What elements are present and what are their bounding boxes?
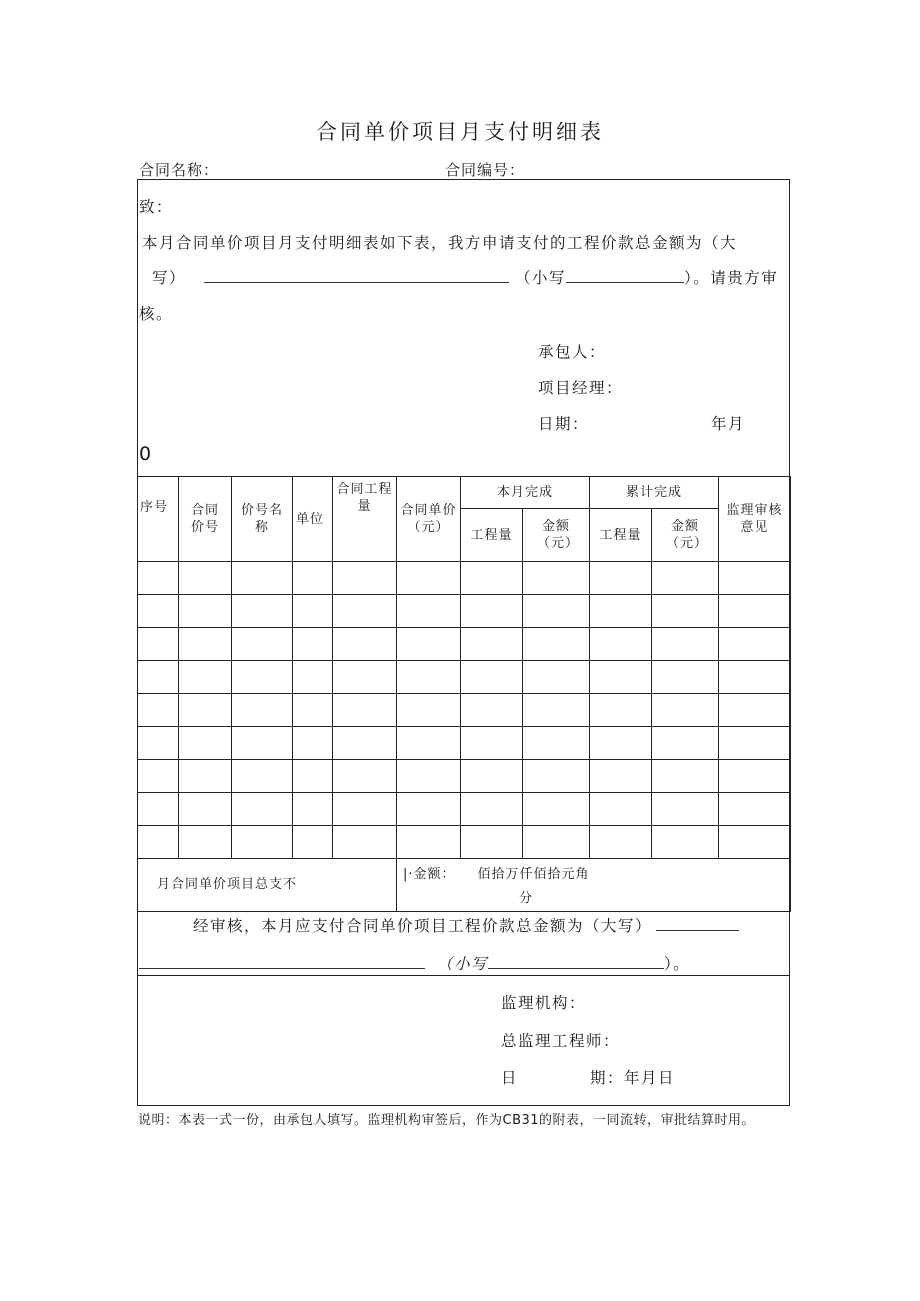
table-cell[interactable]: [232, 826, 293, 859]
table-cell[interactable]: [590, 727, 652, 760]
table-cell[interactable]: [397, 793, 461, 826]
table-cell[interactable]: [523, 562, 590, 595]
table-cell[interactable]: [590, 826, 652, 859]
review-amount-words-blank-2[interactable]: [139, 954, 425, 969]
table-cell[interactable]: [333, 595, 397, 628]
table-cell[interactable]: [397, 595, 461, 628]
supervision-org-label: 监理机构：: [501, 994, 587, 1012]
table-cell[interactable]: [461, 727, 523, 760]
col-contract-price-no: 合同价号: [179, 477, 232, 562]
sub-month-amount: 金额（元）: [523, 509, 590, 562]
total-amount-units: 佰拾万仟佰拾元角: [477, 867, 590, 882]
to-label: 致：: [139, 198, 174, 216]
table-cell[interactable]: [333, 694, 397, 727]
project-manager-label: 项目经理：: [538, 379, 624, 397]
table-cell[interactable]: [719, 826, 791, 859]
table-cell[interactable]: [138, 628, 179, 661]
table-cell[interactable]: [719, 727, 791, 760]
table-cell[interactable]: [138, 793, 179, 826]
table-cell[interactable]: [652, 661, 719, 694]
review-line1: 经审核，本月应支付合同单价项目工程价款总金额为（大写）: [193, 917, 653, 935]
table-cell[interactable]: [590, 595, 652, 628]
review-amount-figures-blank[interactable]: [488, 954, 664, 969]
review-divider: [137, 975, 790, 976]
table-cell[interactable]: [590, 694, 652, 727]
group-month: 本月完成: [461, 477, 590, 509]
table-row: [138, 595, 791, 628]
table-cell[interactable]: [333, 727, 397, 760]
table-cell[interactable]: [652, 595, 719, 628]
table-cell[interactable]: [333, 562, 397, 595]
table-cell[interactable]: [719, 760, 791, 793]
table-cell[interactable]: [293, 727, 333, 760]
table-cell[interactable]: [333, 826, 397, 859]
table-cell[interactable]: [719, 661, 791, 694]
table-cell[interactable]: [461, 595, 523, 628]
table-cell[interactable]: [333, 760, 397, 793]
table-cell[interactable]: [179, 595, 232, 628]
table-cell[interactable]: [523, 727, 590, 760]
col-contract-qty: 合同工程量: [333, 477, 397, 562]
table-cell[interactable]: [138, 826, 179, 859]
table-cell[interactable]: [652, 793, 719, 826]
table-cell[interactable]: [293, 562, 333, 595]
chief-engineer-label: 总监理工程师：: [501, 1032, 621, 1050]
col-unit: 单位: [293, 477, 333, 562]
table-cell[interactable]: [719, 793, 791, 826]
table-cell[interactable]: [523, 661, 590, 694]
review-date-label-b: 期：年月日: [590, 1069, 676, 1087]
table-cell[interactable]: [179, 727, 232, 760]
sub-month-qty: 工程量: [461, 509, 523, 562]
table-cell[interactable]: [461, 826, 523, 859]
table-cell[interactable]: [652, 826, 719, 859]
table-cell[interactable]: [138, 562, 179, 595]
application-line3: 核。: [139, 305, 174, 323]
col-review: 监理审核意见: [719, 477, 791, 562]
total-amount: [397, 859, 791, 912]
table-row: [138, 562, 791, 595]
table-cell[interactable]: [232, 760, 293, 793]
table-cell[interactable]: [461, 793, 523, 826]
review-amount-words-blank[interactable]: [656, 916, 739, 931]
table-cell[interactable]: [179, 826, 232, 859]
table-cell[interactable]: [719, 562, 791, 595]
review-date-label-a: 日: [501, 1069, 519, 1087]
table-cell[interactable]: [523, 826, 590, 859]
amount-figures-blank[interactable]: [566, 268, 684, 283]
table-cell[interactable]: [523, 694, 590, 727]
table-cell[interactable]: [652, 628, 719, 661]
table-cell[interactable]: [293, 793, 333, 826]
table-cell[interactable]: [397, 628, 461, 661]
table-cell[interactable]: [652, 727, 719, 760]
table-cell[interactable]: [523, 760, 590, 793]
application-line1: 本月合同单价项目月支付明细表如下表，我方申请支付的工程价款总金额为（大: [142, 234, 738, 252]
table-cell[interactable]: [590, 793, 652, 826]
application-line2-start: 写）: [152, 269, 187, 287]
table-cell[interactable]: [523, 595, 590, 628]
table-cell[interactable]: [179, 628, 232, 661]
table-cell[interactable]: [293, 628, 333, 661]
table-cell[interactable]: [461, 760, 523, 793]
table-row: [138, 694, 791, 727]
table-cell[interactable]: [461, 562, 523, 595]
table-cell[interactable]: [179, 694, 232, 727]
table-cell[interactable]: [293, 595, 333, 628]
total-label: 月合同单价项目总支不: [138, 859, 397, 912]
table-cell[interactable]: [523, 793, 590, 826]
table-cell[interactable]: [652, 694, 719, 727]
table-cell[interactable]: [461, 628, 523, 661]
table-cell[interactable]: [397, 826, 461, 859]
table-cell[interactable]: [179, 562, 232, 595]
table-cell[interactable]: [138, 661, 179, 694]
contractor-label: 承包人：: [538, 343, 607, 361]
table-cell[interactable]: [590, 661, 652, 694]
table-cell[interactable]: [590, 562, 652, 595]
table-cell[interactable]: [719, 628, 791, 661]
table-cell[interactable]: [179, 793, 232, 826]
table-cell[interactable]: [397, 562, 461, 595]
table-cell[interactable]: [179, 661, 232, 694]
date-suffix: 年月: [711, 415, 746, 433]
table-cell[interactable]: [590, 628, 652, 661]
contract-no-label: 合同编号：: [445, 161, 526, 179]
table-row: [138, 727, 791, 760]
application-line2-mid: （小写: [515, 269, 567, 287]
page-title: 合同单价项目月支付明细表: [316, 120, 604, 144]
table-cell[interactable]: [397, 760, 461, 793]
date-tail: 0: [139, 443, 152, 465]
table-cell[interactable]: [397, 694, 461, 727]
review-line2-end: ）。: [664, 955, 691, 973]
application-line2-end: ）。请贵方审: [684, 269, 779, 287]
table-cell[interactable]: [652, 562, 719, 595]
table-cell[interactable]: [232, 727, 293, 760]
total-amount-tail: 分: [519, 891, 534, 906]
table-cell[interactable]: [232, 595, 293, 628]
table-row: [138, 760, 791, 793]
table-cell[interactable]: [232, 661, 293, 694]
table-cell[interactable]: [293, 760, 333, 793]
group-cumulative: 累计完成: [590, 477, 719, 509]
table-cell[interactable]: [293, 826, 333, 859]
table-cell[interactable]: [333, 628, 397, 661]
footnote: 说明：本表一式一份，由承包人填写。监理机构审签后，作为CB31的附表，一同流转，审批结算时用。: [138, 1113, 756, 1128]
table-cell[interactable]: [333, 661, 397, 694]
detail-table: [137, 476, 791, 912]
table-cell[interactable]: [719, 694, 791, 727]
col-seq: 序号: [138, 477, 179, 562]
table-cell[interactable]: [232, 694, 293, 727]
table-cell[interactable]: [333, 793, 397, 826]
table-cell[interactable]: [523, 628, 590, 661]
table-cell[interactable]: [138, 760, 179, 793]
table-row: [138, 661, 791, 694]
table-cell[interactable]: [138, 727, 179, 760]
table-row: [138, 793, 791, 826]
table-cell[interactable]: [232, 628, 293, 661]
table-cell[interactable]: [293, 661, 333, 694]
table-cell[interactable]: [461, 661, 523, 694]
table-cell[interactable]: [719, 595, 791, 628]
table-cell[interactable]: [138, 595, 179, 628]
table-cell[interactable]: [138, 694, 179, 727]
table-cell[interactable]: [179, 760, 232, 793]
table-cell[interactable]: [652, 760, 719, 793]
col-price-no-name: 价号名称: [232, 477, 293, 562]
table-cell[interactable]: [397, 727, 461, 760]
table-cell[interactable]: [232, 562, 293, 595]
table-row: [138, 628, 791, 661]
sub-cum-qty: 工程量: [590, 509, 652, 562]
total-amount-label: |·金额：: [403, 867, 456, 882]
table-cell[interactable]: [397, 661, 461, 694]
col-unit-price: 合同单价（元）: [397, 477, 461, 562]
review-line2-mid: （小写: [437, 955, 489, 973]
amount-words-blank[interactable]: [204, 268, 509, 283]
contract-name-label: 合同名称：: [139, 161, 220, 179]
date-label: 日期：: [538, 415, 590, 433]
table-cell[interactable]: [293, 694, 333, 727]
table-row: [138, 826, 791, 859]
table-cell[interactable]: [461, 694, 523, 727]
sub-cum-amount: 金额（元）: [652, 509, 719, 562]
table-cell[interactable]: [232, 793, 293, 826]
table-cell[interactable]: [590, 760, 652, 793]
